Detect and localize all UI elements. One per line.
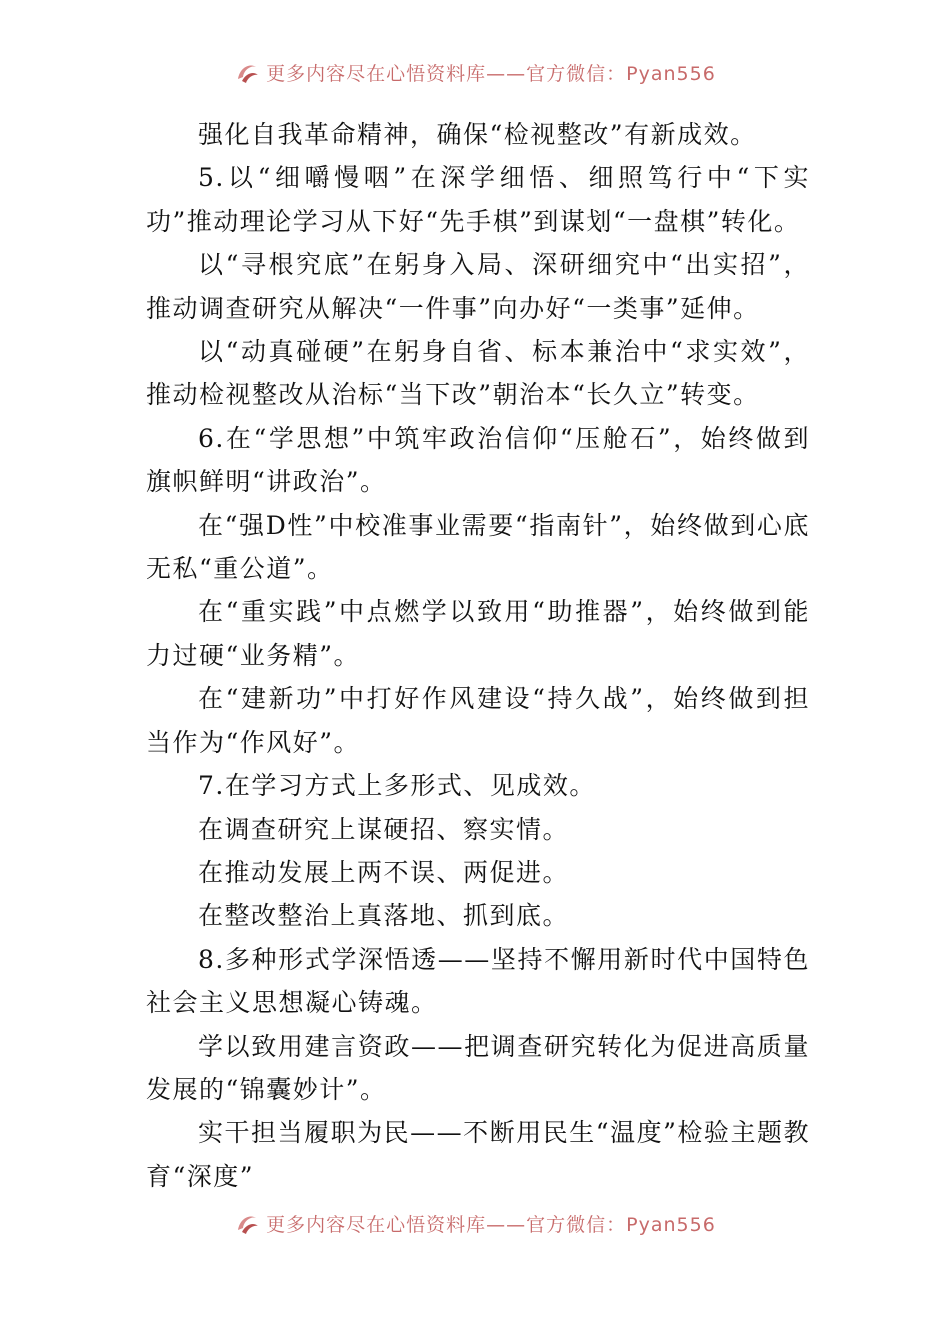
body-text: [146, 113, 810, 1198]
paragraph: 在“强D性”中校准事业需要“指南针”，始终做到心底无私“重公道”。: [146, 510, 810, 584]
paragraph: 6.在“学思想”中筑牢政治信仰“压舱石”，始终做到旗帜鲜明“讲政治”。: [146, 423, 810, 497]
paragraph: 强化自我革命精神，确保“检视整改”有新成效。: [198, 120, 757, 149]
footer-watermark: [0, 1203, 950, 1243]
footer-watermark-text: 更多内容尽在心悟资料库——官方微信：Pyan556: [266, 1213, 716, 1236]
paragraph: 在“建新功”中打好作风建设“持久战”，始终做到担当作为“作风好”。: [146, 684, 810, 757]
paragraph: 7.在学习方式上多形式、见成效。: [198, 771, 596, 801]
paragraph: 在整改整治上真落地、抓到底。: [198, 901, 570, 931]
paragraph: 5.以“细嚼慢咽”在深学细悟、细照笃行中“下实功”推动理论学习从下好“先手棋”到谋划“一盘棋”转化。: [146, 163, 810, 236]
paragraph: 8.多种形式学深悟透——坚持不懈用新时代中国特色社会主义思想凝心铸魂。: [146, 944, 810, 1018]
paragraph: 以“动真碰硬”在躬身自省、标本兼治中“求实效”，推动检视整改从治标“当下改”朝治本“长久立”转变。: [146, 337, 810, 410]
paragraph: 学以致用建言资政——把调查研究转化为促进高质量发展的“锦囊妙计”。: [146, 1031, 810, 1104]
paragraph: 在推动发展上两不误、两促进。: [198, 857, 570, 887]
paragraph: 以“寻根究底”在躬身入局、深研细究中“出实招”，推动调查研究从解决“一件事”向办好“一类事”延伸。: [146, 250, 810, 323]
header-watermark-text: 更多内容尽在心悟资料库——官方微信：Pyan556: [266, 62, 716, 85]
paragraph: 在“重实践”中点燃学以致用“助推器”，始终做到能力过硬“业务精”。: [146, 597, 810, 670]
paragraph: 实干担当履职为民——不断用民生“温度”检验主题教育“深度”: [146, 1118, 810, 1191]
paragraph: 在调查研究上谋硬招、察实情。: [198, 814, 570, 844]
header-watermark: [0, 52, 950, 92]
watermark-logo-icon: [234, 1210, 260, 1236]
watermark-logo-icon: [234, 59, 260, 85]
